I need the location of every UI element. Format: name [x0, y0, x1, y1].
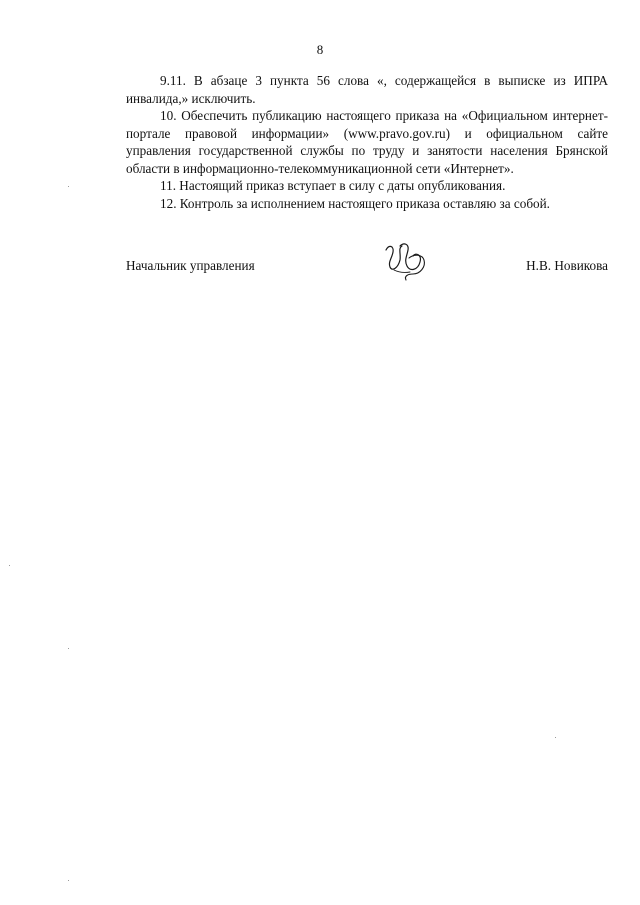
scan-speck: [68, 186, 69, 187]
signature-block: [126, 254, 608, 284]
paragraph-9-11: 9.11. В абзаце 3 пункта 56 слова «, содержащейся в выписке из ИПРА инвалида,» исключить.: [126, 73, 608, 106]
scan-speck: [68, 648, 69, 649]
scan-speck: [555, 737, 556, 738]
signatory-name: Н.В. Новикова: [526, 258, 608, 273]
scan-speck: [9, 565, 10, 566]
scan-speck: [68, 880, 69, 881]
document-body: [126, 72, 608, 212]
handwritten-signature: [380, 240, 436, 282]
page-number: 8: [316, 42, 324, 57]
paragraph-10: 10. Обеспечить публикацию настоящего приказа на «Официальном интернет-портале правовой информации» (www.pravo.gov.ru) и официальном сайте управления государственной службы по труду и занятости населения Брянской области в информационно-телекоммуникационной сети «Интернет».: [126, 108, 608, 176]
paragraph-11: 11. Настоящий приказ вступает в силу с даты опубликования.: [160, 178, 506, 193]
paragraph-12: 12. Контроль за исполнением настоящего приказа оставляю за собой.: [160, 195, 550, 211]
signatory-title: Начальник управления: [126, 258, 255, 273]
